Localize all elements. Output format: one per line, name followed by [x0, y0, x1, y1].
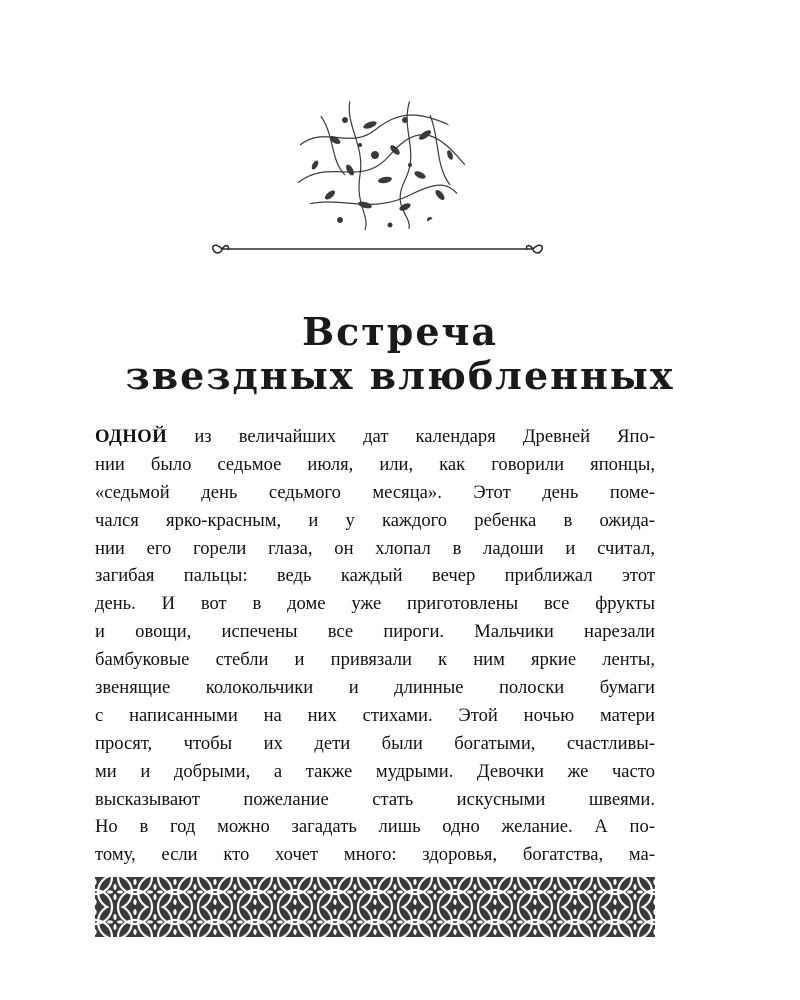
text-line: и овощи, испечены все пироги. Мальчики нарезали [95, 621, 655, 643]
lead-word: ОДНОЙ [95, 426, 168, 447]
text-line: нии было седьмое июля, или, как говорили японцы, [95, 453, 655, 475]
text-line: загибая пальцы: ведь каждый вечер приближал этот [95, 565, 655, 587]
text-line: с написанными на них стихами. Этой ночью матери [95, 704, 655, 726]
text-line: звенящие колокольчики и длинные полоски бумаги [95, 677, 655, 699]
text-line: день. И вот в доме уже приготовлены все фрукты [95, 593, 655, 615]
geometric-flower-band [95, 877, 655, 937]
text-line: просят, чтобы их дети были богатыми, счастливы- [95, 732, 655, 754]
scroll-rule-divider [210, 238, 545, 260]
text-line: бамбуковые стебли и привязали к ним яркие ленты, [95, 649, 655, 671]
text-line: ми и добрыми, а также мудрыми. Девочки же часто [95, 760, 655, 782]
text-line: «седьмой день седьмого месяца». Этот день поме- [95, 481, 655, 503]
text-line: Но в год можно загадать лишь одно желание. А по- [95, 816, 655, 838]
text-line [95, 423, 655, 451]
text-line: тому, если кто хочет много: здоровья, богатства, ма- [95, 844, 655, 866]
chapter-title-line-2: звездных влюбленных [125, 353, 675, 398]
text-line: нии его горели глаза, он хлопал в ладоши и считал, [95, 537, 655, 559]
body-paragraph [95, 423, 655, 897]
chapter-title [0, 310, 800, 398]
chapter-title-line-1: Встреча [302, 309, 498, 354]
text-line: высказывают пожелание стать искусными швеями. [95, 788, 655, 810]
floral-medallion-icon [290, 95, 470, 235]
text-line-rest: из величайших дат календаря Древней Япо- [167, 426, 655, 447]
text-line: чался ярко-красным, и у каждого ребенка в ожида- [95, 509, 655, 531]
